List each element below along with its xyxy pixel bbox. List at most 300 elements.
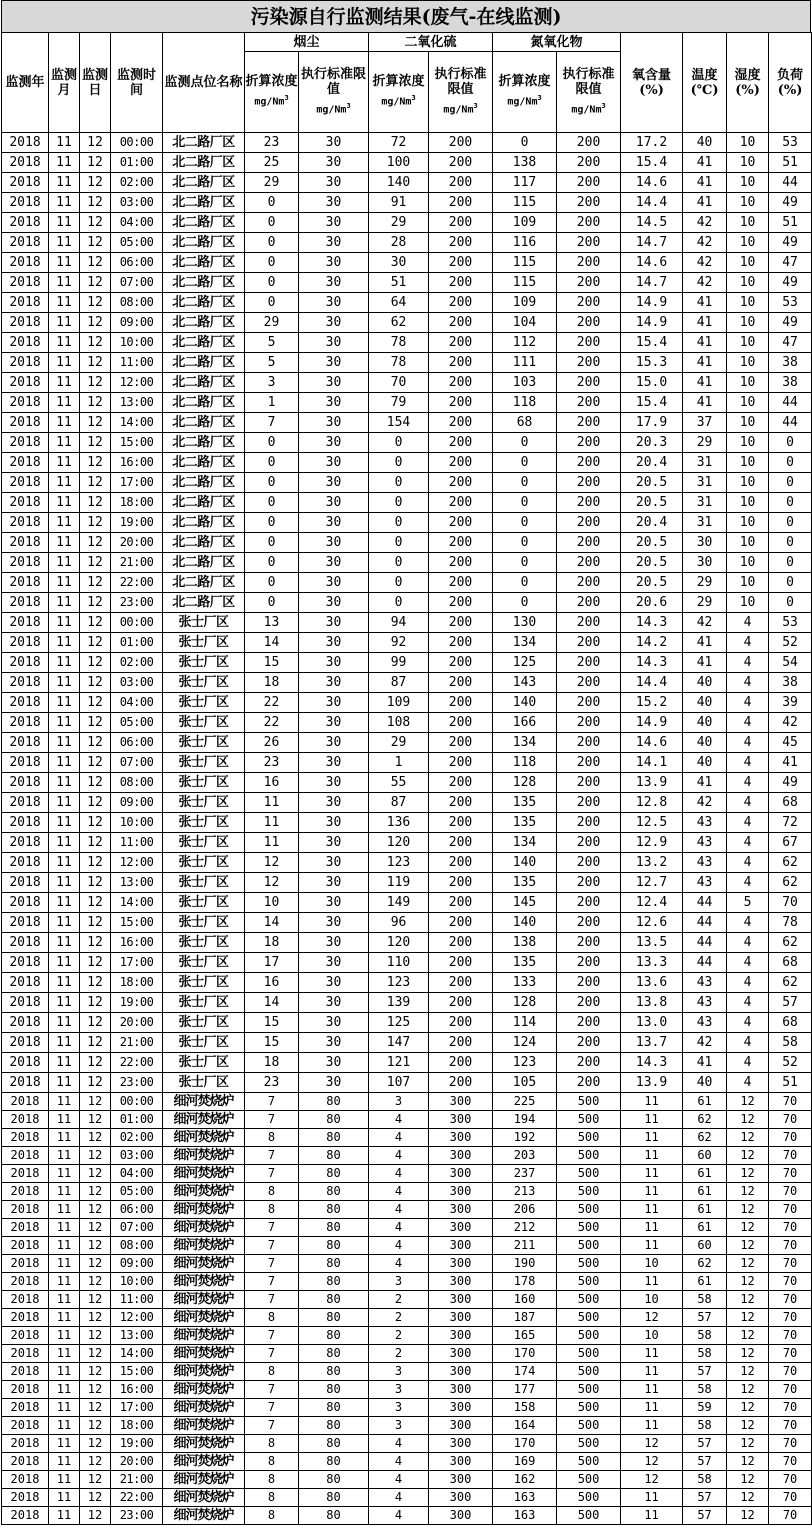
cell-nox-limit: 500: [557, 1201, 621, 1219]
cell-nox-conc: 211: [493, 1237, 557, 1255]
cell-dust-conc: 8: [245, 1435, 299, 1453]
cell-year: 2018: [2, 413, 49, 433]
cell-day: 12: [80, 1453, 111, 1471]
cell-site: 张士厂区: [163, 1013, 245, 1033]
cell-nox-limit: 500: [557, 1237, 621, 1255]
cell-nox-limit: 200: [557, 1013, 621, 1033]
cell-humidity: 10: [727, 153, 769, 173]
cell-temp: 40: [683, 133, 727, 153]
cell-month: 11: [49, 1093, 80, 1111]
cell-dust-conc: 0: [245, 193, 299, 213]
cell-so2-conc: 4: [369, 1147, 429, 1165]
cell-dust-limit: 80: [299, 1093, 369, 1111]
cell-so2-conc: 147: [369, 1033, 429, 1053]
cell-dust-conc: 22: [245, 693, 299, 713]
cell-load: 70: [769, 1219, 812, 1237]
cell-so2-limit: 200: [429, 133, 493, 153]
cell-site: 张士厂区: [163, 873, 245, 893]
cell-site: 张士厂区: [163, 793, 245, 813]
cell-day: 12: [80, 1327, 111, 1345]
cell-load: 0: [769, 553, 812, 573]
cell-so2-limit: 200: [429, 193, 493, 213]
cell-site: 张士厂区: [163, 893, 245, 913]
cell-humidity: 10: [727, 393, 769, 413]
cell-site: 北二路厂区: [163, 493, 245, 513]
cell-dust-conc: 10: [245, 893, 299, 913]
cell-time: 15:00: [111, 913, 163, 933]
cell-so2-conc: 94: [369, 613, 429, 633]
cell-nox-conc: 165: [493, 1327, 557, 1345]
cell-temp: 61: [683, 1165, 727, 1183]
cell-so2-conc: 154: [369, 413, 429, 433]
cell-humidity: 12: [727, 1507, 769, 1525]
cell-site: 张士厂区: [163, 633, 245, 653]
cell-so2-conc: 1: [369, 753, 429, 773]
cell-dust-limit: 30: [299, 1073, 369, 1093]
cell-nox-limit: 200: [557, 213, 621, 233]
cell-day: 12: [80, 853, 111, 873]
header-limit-label: 执行标准限值: [434, 66, 487, 97]
cell-dust-conc: 7: [245, 1255, 299, 1273]
cell-o2: 12.9: [621, 833, 683, 853]
cell-month: 11: [49, 1507, 80, 1525]
cell-year: 2018: [2, 1165, 49, 1183]
cell-month: 11: [49, 993, 80, 1013]
cell-day: 12: [80, 1129, 111, 1147]
cell-month: 11: [49, 1273, 80, 1291]
cell-humidity: 10: [727, 273, 769, 293]
cell-dust-conc: 17: [245, 953, 299, 973]
cell-humidity: 12: [727, 1111, 769, 1129]
cell-day: 12: [80, 1471, 111, 1489]
cell-time: 09:00: [111, 793, 163, 813]
cell-nox-conc: 169: [493, 1453, 557, 1471]
cell-dust-conc: 15: [245, 1013, 299, 1033]
cell-dust-conc: 16: [245, 973, 299, 993]
cell-month: 11: [49, 1453, 80, 1471]
cell-day: 12: [80, 1435, 111, 1453]
cell-nox-conc: 163: [493, 1489, 557, 1507]
cell-so2-conc: 120: [369, 833, 429, 853]
cell-dust-limit: 30: [299, 353, 369, 373]
cell-dust-limit: 30: [299, 553, 369, 573]
cell-so2-limit: 200: [429, 653, 493, 673]
cell-o2: 13.2: [621, 853, 683, 873]
table-row: [2, 1345, 812, 1363]
cell-so2-conc: 87: [369, 673, 429, 693]
cell-so2-limit: 200: [429, 313, 493, 333]
cell-year: 2018: [2, 1129, 49, 1147]
cell-so2-limit: 200: [429, 553, 493, 573]
table-row: [2, 973, 812, 993]
cell-so2-limit: 200: [429, 713, 493, 733]
cell-so2-conc: 72: [369, 133, 429, 153]
cell-nox-conc: 103: [493, 373, 557, 393]
cell-nox-limit: 200: [557, 233, 621, 253]
cell-site: 细河焚烧炉: [163, 1273, 245, 1291]
cell-dust-conc: 14: [245, 913, 299, 933]
cell-temp: 41: [683, 313, 727, 333]
cell-temp: 40: [683, 753, 727, 773]
cell-load: 70: [769, 1489, 812, 1507]
cell-dust-limit: 80: [299, 1309, 369, 1327]
cell-time: 19:00: [111, 513, 163, 533]
cell-dust-limit: 30: [299, 653, 369, 673]
cell-month: 11: [49, 213, 80, 233]
cell-nox-limit: 500: [557, 1183, 621, 1201]
cell-so2-limit: 200: [429, 1033, 493, 1053]
cell-dust-limit: 30: [299, 1053, 369, 1073]
cell-dust-limit: 30: [299, 853, 369, 873]
cell-dust-conc: 25: [245, 153, 299, 173]
cell-humidity: 10: [727, 433, 769, 453]
cell-load: 0: [769, 453, 812, 473]
cell-day: 12: [80, 1147, 111, 1165]
cell-time: 23:00: [111, 1507, 163, 1525]
cell-nox-conc: 206: [493, 1201, 557, 1219]
table-row: [2, 633, 812, 653]
cell-so2-conc: 3: [369, 1399, 429, 1417]
cell-dust-limit: 30: [299, 313, 369, 333]
cell-load: 62: [769, 853, 812, 873]
cell-dust-conc: 0: [245, 233, 299, 253]
cell-year: 2018: [2, 1327, 49, 1345]
cell-year: 2018: [2, 593, 49, 613]
header-site: 监测点位名称: [163, 33, 245, 133]
cell-so2-conc: 29: [369, 733, 429, 753]
cell-o2: 15.4: [621, 153, 683, 173]
cell-nox-conc: 123: [493, 1053, 557, 1073]
cell-temp: 61: [683, 1093, 727, 1111]
cell-year: 2018: [2, 973, 49, 993]
cell-humidity: 10: [727, 353, 769, 373]
cell-nox-conc: 162: [493, 1471, 557, 1489]
cell-so2-limit: 200: [429, 833, 493, 853]
cell-day: 12: [80, 933, 111, 953]
cell-o2: 11: [621, 1507, 683, 1525]
cell-site: 细河焚烧炉: [163, 1399, 245, 1417]
cell-day: 12: [80, 553, 111, 573]
cell-o2: 10: [621, 1255, 683, 1273]
cell-time: 11:00: [111, 353, 163, 373]
cell-humidity: 10: [727, 473, 769, 493]
header-nox-conc: [493, 52, 557, 133]
table-header: [2, 33, 812, 133]
cell-o2: 14.6: [621, 173, 683, 193]
cell-so2-limit: 300: [429, 1255, 493, 1273]
cell-dust-conc: 7: [245, 1273, 299, 1291]
cell-year: 2018: [2, 193, 49, 213]
cell-dust-conc: 11: [245, 813, 299, 833]
cell-dust-limit: 30: [299, 793, 369, 813]
cell-site: 张士厂区: [163, 1073, 245, 1093]
cell-so2-conc: 3: [369, 1417, 429, 1435]
cell-o2: 11: [621, 1111, 683, 1129]
cell-year: 2018: [2, 733, 49, 753]
cell-so2-conc: 55: [369, 773, 429, 793]
cell-o2: 14.9: [621, 713, 683, 733]
cell-so2-conc: 99: [369, 653, 429, 673]
cell-time: 23:00: [111, 1073, 163, 1093]
table-row: [2, 1255, 812, 1273]
cell-so2-conc: 3: [369, 1093, 429, 1111]
cell-nox-limit: 200: [557, 933, 621, 953]
cell-o2: 14.3: [621, 1053, 683, 1073]
table-row: [2, 433, 812, 453]
cell-humidity: 10: [727, 573, 769, 593]
header-unit: mg/Nm$^3$: [571, 101, 606, 116]
cell-day: 12: [80, 913, 111, 933]
cell-nox-conc: 115: [493, 273, 557, 293]
cell-site: 北二路厂区: [163, 533, 245, 553]
cell-year: 2018: [2, 1273, 49, 1291]
cell-year: 2018: [2, 1013, 49, 1033]
table-row: [2, 213, 812, 233]
cell-month: 11: [49, 1183, 80, 1201]
cell-dust-conc: 0: [245, 593, 299, 613]
cell-so2-limit: 200: [429, 213, 493, 233]
cell-humidity: 10: [727, 173, 769, 193]
cell-dust-conc: 29: [245, 173, 299, 193]
cell-so2-conc: 0: [369, 433, 429, 453]
cell-load: 70: [769, 1291, 812, 1309]
sheet-title: 污染源自行监测结果(废气-在线监测): [1, 0, 811, 32]
cell-month: 11: [49, 133, 80, 153]
cell-temp: 42: [683, 793, 727, 813]
cell-o2: 20.4: [621, 453, 683, 473]
cell-day: 12: [80, 993, 111, 1013]
cell-dust-limit: 80: [299, 1417, 369, 1435]
cell-nox-limit: 200: [557, 573, 621, 593]
cell-temp: 31: [683, 453, 727, 473]
cell-o2: 13.9: [621, 1073, 683, 1093]
cell-month: 11: [49, 233, 80, 253]
cell-year: 2018: [2, 1201, 49, 1219]
cell-so2-conc: 149: [369, 893, 429, 913]
cell-humidity: 10: [727, 593, 769, 613]
cell-dust-limit: 30: [299, 733, 369, 753]
cell-month: 11: [49, 1345, 80, 1363]
cell-temp: 29: [683, 593, 727, 613]
cell-day: 12: [80, 1345, 111, 1363]
cell-so2-conc: 4: [369, 1129, 429, 1147]
cell-temp: 43: [683, 833, 727, 853]
table-row: [2, 1417, 812, 1435]
cell-site: 张士厂区: [163, 993, 245, 1013]
cell-month: 11: [49, 253, 80, 273]
table-row: [2, 1381, 812, 1399]
cell-so2-conc: 96: [369, 913, 429, 933]
cell-month: 11: [49, 533, 80, 553]
cell-time: 04:00: [111, 1165, 163, 1183]
table-row: [2, 473, 812, 493]
table-row: [2, 373, 812, 393]
cell-day: 12: [80, 433, 111, 453]
cell-nox-limit: 200: [557, 153, 621, 173]
cell-so2-limit: 300: [429, 1237, 493, 1255]
cell-load: 70: [769, 1507, 812, 1525]
cell-nox-conc: 0: [493, 573, 557, 593]
cell-time: 18:00: [111, 973, 163, 993]
cell-o2: 14.9: [621, 293, 683, 313]
cell-month: 11: [49, 353, 80, 373]
cell-site: 张士厂区: [163, 653, 245, 673]
cell-so2-conc: 119: [369, 873, 429, 893]
cell-nox-limit: 200: [557, 293, 621, 313]
cell-month: 11: [49, 613, 80, 633]
cell-dust-limit: 80: [299, 1435, 369, 1453]
cell-month: 11: [49, 573, 80, 593]
cell-time: 07:00: [111, 1219, 163, 1237]
cell-year: 2018: [2, 1147, 49, 1165]
cell-nox-conc: 112: [493, 333, 557, 353]
cell-day: 12: [80, 533, 111, 553]
header-group-dust: 烟尘: [245, 33, 369, 52]
cell-nox-conc: 170: [493, 1345, 557, 1363]
cell-nox-limit: 500: [557, 1327, 621, 1345]
cell-site: 北二路厂区: [163, 453, 245, 473]
cell-o2: 14.3: [621, 653, 683, 673]
cell-time: 21:00: [111, 553, 163, 573]
cell-so2-limit: 200: [429, 793, 493, 813]
header-temp: 温度(℃): [683, 33, 727, 133]
cell-time: 09:00: [111, 313, 163, 333]
cell-site: 张士厂区: [163, 833, 245, 853]
cell-month: 11: [49, 333, 80, 353]
cell-dust-conc: 26: [245, 733, 299, 753]
cell-so2-conc: 3: [369, 1381, 429, 1399]
cell-load: 70: [769, 1417, 812, 1435]
cell-dust-conc: 7: [245, 1381, 299, 1399]
cell-so2-conc: 0: [369, 493, 429, 513]
cell-nox-limit: 200: [557, 393, 621, 413]
cell-day: 12: [80, 453, 111, 473]
cell-dust-limit: 80: [299, 1165, 369, 1183]
table-row: [2, 153, 812, 173]
cell-month: 11: [49, 713, 80, 733]
cell-day: 12: [80, 373, 111, 393]
cell-so2-conc: 136: [369, 813, 429, 833]
cell-day: 12: [80, 233, 111, 253]
cell-humidity: 4: [727, 693, 769, 713]
cell-day: 12: [80, 1237, 111, 1255]
cell-year: 2018: [2, 453, 49, 473]
cell-year: 2018: [2, 273, 49, 293]
cell-temp: 43: [683, 993, 727, 1013]
cell-load: 68: [769, 953, 812, 973]
cell-dust-limit: 80: [299, 1489, 369, 1507]
cell-so2-conc: 0: [369, 513, 429, 533]
cell-load: 70: [769, 1471, 812, 1489]
cell-o2: 20.6: [621, 593, 683, 613]
cell-so2-limit: 300: [429, 1435, 493, 1453]
cell-o2: 14.9: [621, 313, 683, 333]
cell-site: 张士厂区: [163, 713, 245, 733]
cell-nox-conc: 164: [493, 1417, 557, 1435]
cell-dust-limit: 80: [299, 1291, 369, 1309]
header-humidity: 湿度(%): [727, 33, 769, 133]
cell-day: 12: [80, 1381, 111, 1399]
cell-day: 12: [80, 773, 111, 793]
cell-time: 05:00: [111, 713, 163, 733]
cell-load: 70: [769, 1255, 812, 1273]
cell-nox-conc: 166: [493, 713, 557, 733]
cell-nox-conc: 114: [493, 1013, 557, 1033]
cell-day: 12: [80, 513, 111, 533]
cell-site: 张士厂区: [163, 813, 245, 833]
cell-temp: 57: [683, 1507, 727, 1525]
cell-humidity: 12: [727, 1219, 769, 1237]
table-row: [2, 1129, 812, 1147]
cell-dust-conc: 13: [245, 613, 299, 633]
cell-nox-limit: 200: [557, 993, 621, 1013]
cell-o2: 11: [621, 1201, 683, 1219]
cell-nox-conc: 116: [493, 233, 557, 253]
cell-day: 12: [80, 173, 111, 193]
cell-dust-limit: 30: [299, 573, 369, 593]
cell-o2: 15.2: [621, 693, 683, 713]
cell-temp: 61: [683, 1183, 727, 1201]
cell-load: 53: [769, 613, 812, 633]
cell-nox-conc: 109: [493, 213, 557, 233]
cell-humidity: 4: [727, 773, 769, 793]
cell-o2: 14.7: [621, 233, 683, 253]
cell-day: 12: [80, 1363, 111, 1381]
header-day: 监测日: [80, 33, 111, 133]
cell-nox-conc: 0: [493, 493, 557, 513]
cell-dust-limit: 30: [299, 473, 369, 493]
cell-dust-limit: 80: [299, 1273, 369, 1291]
cell-so2-conc: 4: [369, 1111, 429, 1129]
cell-day: 12: [80, 1013, 111, 1033]
cell-dust-limit: 30: [299, 413, 369, 433]
cell-dust-conc: 0: [245, 453, 299, 473]
cell-year: 2018: [2, 793, 49, 813]
cell-o2: 12.6: [621, 913, 683, 933]
cell-o2: 11: [621, 1273, 683, 1291]
cell-year: 2018: [2, 1363, 49, 1381]
cell-month: 11: [49, 953, 80, 973]
cell-time: 01:00: [111, 633, 163, 653]
monitoring-sheet: [1, 0, 811, 1525]
cell-humidity: 4: [727, 653, 769, 673]
cell-so2-conc: 139: [369, 993, 429, 1013]
cell-load: 49: [769, 193, 812, 213]
cell-humidity: 12: [727, 1399, 769, 1417]
cell-o2: 13.6: [621, 973, 683, 993]
cell-temp: 41: [683, 653, 727, 673]
cell-month: 11: [49, 1201, 80, 1219]
cell-so2-conc: 0: [369, 453, 429, 473]
cell-o2: 11: [621, 1093, 683, 1111]
cell-month: 11: [49, 793, 80, 813]
cell-site: 北二路厂区: [163, 513, 245, 533]
cell-so2-limit: 200: [429, 273, 493, 293]
cell-load: 0: [769, 573, 812, 593]
cell-load: 0: [769, 493, 812, 513]
cell-year: 2018: [2, 1053, 49, 1073]
cell-dust-conc: 16: [245, 773, 299, 793]
header-unit: mg/Nm$^3$: [316, 101, 351, 116]
cell-month: 11: [49, 733, 80, 753]
cell-load: 51: [769, 153, 812, 173]
cell-so2-limit: 200: [429, 533, 493, 553]
cell-dust-limit: 30: [299, 493, 369, 513]
cell-month: 11: [49, 553, 80, 573]
cell-so2-conc: 0: [369, 593, 429, 613]
cell-site: 细河焚烧炉: [163, 1471, 245, 1489]
cell-time: 15:00: [111, 433, 163, 453]
